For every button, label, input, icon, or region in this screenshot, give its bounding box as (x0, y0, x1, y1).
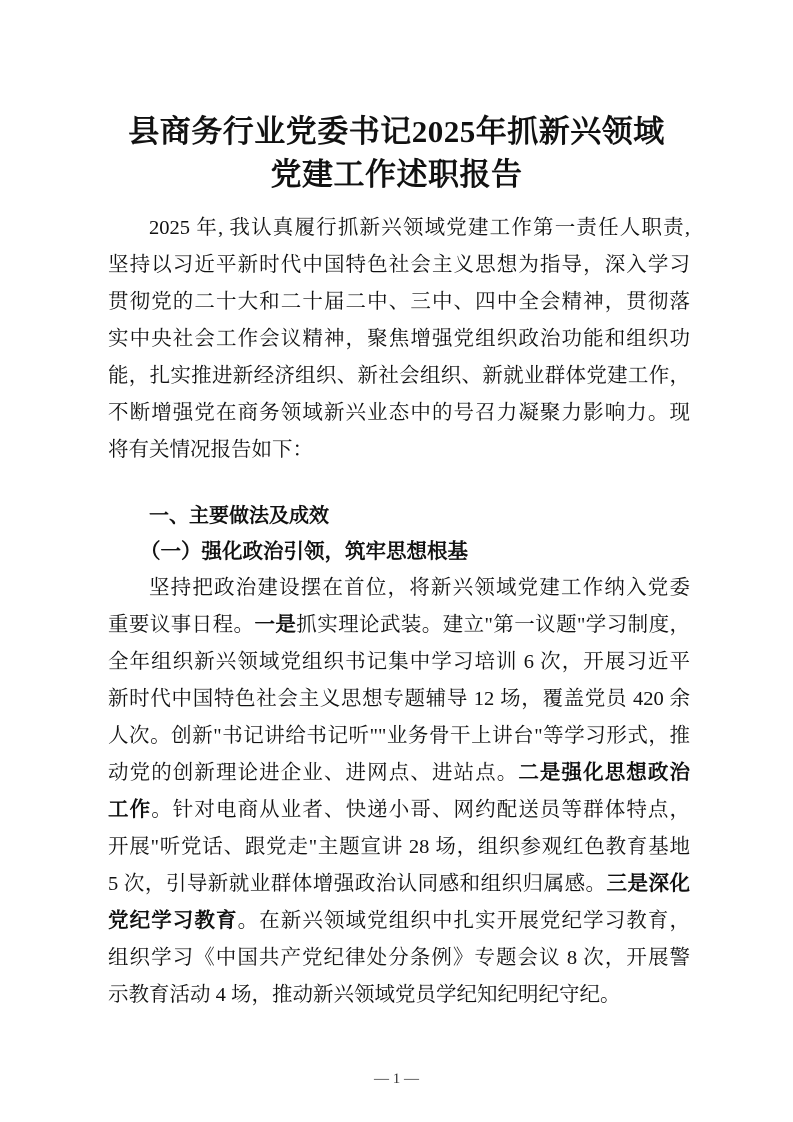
text-run: 将有关情况报告如下： (108, 439, 313, 461)
text-run: 2025 年, 我认真履行抓新兴领域党建工作第一责任人职责, (149, 217, 690, 239)
text-run: 开展"听党话、跟党走"主题宣讲 28 场，组织参观红色教育基地 (108, 836, 690, 858)
bold-text-run: 一是 (254, 614, 297, 636)
paragraph-line (108, 943, 690, 973)
paragraph-line (108, 361, 690, 391)
subsection-heading (140, 537, 690, 567)
text-run: 新时代中国特色社会主义思想专题辅导 12 场，覆盖党员 420 余 (108, 688, 690, 710)
text-run: 全年组织新兴领域党组织书记集中学习培训 6 次，开展习近平 (108, 651, 690, 673)
page-number: — 1 — (374, 1071, 419, 1087)
text-run: 坚持以习近平新时代中国特色社会主义思想为指导，深入学习 (108, 254, 690, 276)
text-run: 能，扎实推进新经济组织、新社会组织、新就业群体党建工作， (108, 365, 690, 387)
paragraph-line (108, 869, 690, 899)
paragraph-line (108, 435, 690, 465)
text-run: 5 次，引导新就业群体增强政治认同感和组织归属感。 (108, 873, 607, 895)
paragraph-line (149, 573, 690, 603)
text-run: 。针对电商从业者、快递小哥、网约配送员等群体特点， (151, 799, 691, 821)
text-run: 一、主要做法及成效 (149, 503, 329, 527)
paragraph-line (108, 721, 690, 751)
paragraph-line (108, 980, 690, 1010)
text-run: 组织学习《中国共产党纪律处分条例》专题会议 8 次，开展警 (108, 947, 690, 969)
paragraph-line (108, 647, 690, 677)
text-run: 不断增强党在商务领域新兴业态中的号召力凝聚力影响力。现 (108, 402, 690, 424)
text-run: 。在新兴领域党组织中扎实开展党纪学习教育， (237, 910, 690, 932)
paragraph-line (108, 398, 690, 428)
bold-text-run: 党纪学习教育 (108, 910, 238, 932)
paragraph-line (108, 758, 690, 788)
text-run: 实中央社会工作会议精神，聚焦增强党组织政治功能和组织功 (108, 328, 690, 350)
paragraph-line (108, 610, 690, 640)
bold-text-run: 工作 (108, 799, 152, 821)
document-title-line-2: 党建工作述职报告 (270, 157, 523, 192)
text-run: 贯彻党的二十大和二十届二中、三中、四中全会精神，贯彻落 (108, 291, 690, 313)
bold-text-run: 二是强化思想政治 (518, 762, 691, 784)
text-run: 示教育活动 4 场，推动新兴领域党员学纪知纪明纪守纪。 (108, 984, 621, 1006)
text-run: 坚持把政治建设摆在首位，将新兴领域党建工作纳入党委 (149, 577, 690, 599)
text-run: 动党的创新理论进企业、进网点、进站点。 (108, 762, 519, 784)
paragraph-line (108, 906, 690, 936)
section-heading (149, 500, 690, 530)
paragraph-line (108, 287, 690, 317)
bold-text-run: 三是深化 (606, 873, 691, 895)
text-run: （一）强化政治引领，筑牢思想根基 (140, 541, 468, 563)
paragraph-line (149, 213, 690, 243)
paragraph-line (108, 250, 690, 280)
paragraph-line (108, 684, 690, 714)
paragraph-line (108, 832, 690, 862)
text-run: 人次。创新"书记讲给书记听""业务骨干上讲台"等学习形式，推 (108, 725, 690, 747)
document-title-line-1: 县商务行业党委书记2025年抓新兴领域 (128, 114, 665, 149)
paragraph-line (108, 324, 690, 354)
text-run: 抓实理论武装。建立"第一议题"学习制度， (296, 614, 690, 636)
paragraph-line (108, 795, 690, 825)
text-run: 重要议事日程。 (108, 614, 255, 636)
